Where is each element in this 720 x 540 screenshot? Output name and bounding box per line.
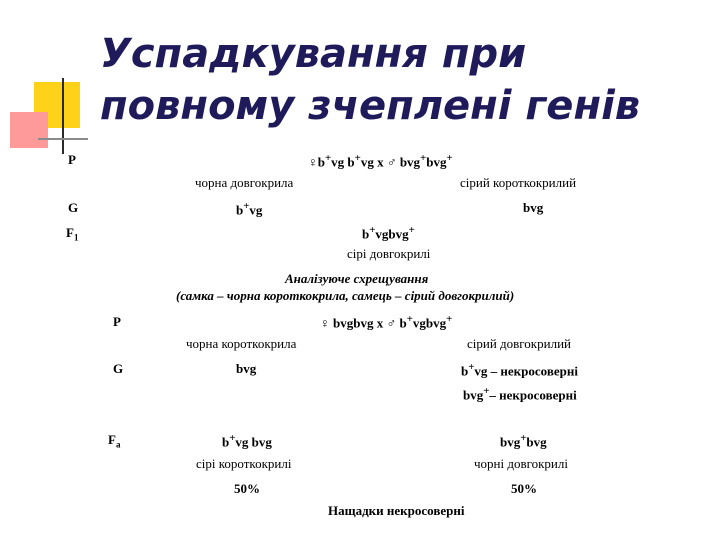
fa-phenotype-left: сірі короткокрилі	[196, 456, 292, 471]
fa-percent-right: 50%	[511, 481, 537, 496]
analysis-cross: ♀ bvgbvg x ♂ b+vgbvg+	[320, 313, 453, 331]
slide-title-line2: повному зчеплені генів	[100, 83, 641, 129]
parent-cross: ♀b+vg b+vg x ♂ bvg+bvg+	[308, 152, 453, 170]
analysis-subheading: (самка – чорна короткокрила, самець – сірий довгокрилий)	[176, 288, 515, 303]
phenotype-female-1: чорна довгокрила	[195, 175, 294, 190]
row-label-g2: G	[113, 361, 124, 376]
fa-phenotype-right: чорні довгокрилі	[474, 456, 568, 471]
fa-genotype-left: b+vg bvg	[222, 432, 272, 450]
decor-vertical-line	[62, 78, 64, 154]
row-label-f1: $F_1$	[66, 225, 79, 243]
row-label-p2: P	[113, 314, 121, 329]
gamete-female-2: bvg	[236, 361, 257, 376]
fa-genotype-right: bvg+bvg	[500, 432, 547, 450]
phenotype-female-2: чорна короткокрила	[186, 336, 297, 351]
fa-percent-left: 50%	[234, 481, 260, 496]
gamete-male-1: bvg	[523, 200, 544, 215]
footer-note: Нащадки некросоверні	[328, 503, 465, 518]
row-label-fa: $F_a$	[108, 432, 121, 450]
f1-phenotype: сірі довгокрилі	[347, 246, 431, 261]
f1-genotype: b+vgbvg+	[362, 224, 415, 242]
row-label-p: P	[68, 152, 76, 167]
analysis-heading: Аналізуюче схрещування	[285, 271, 429, 286]
gamete-male-2b: bvg+– некросоверні	[463, 385, 577, 403]
row-label-g: G	[68, 200, 79, 215]
slide-title-line1: Успадкування при	[100, 31, 527, 77]
gamete-female-1: b+vg	[236, 200, 263, 218]
decor-horizontal-line	[38, 138, 88, 140]
gamete-male-2a: b+vg – некросоверні	[461, 361, 578, 379]
decor-red-square	[10, 112, 48, 148]
phenotype-male-2: сірий довгокрилий	[467, 336, 571, 351]
phenotype-male-1: сірий короткокрилий	[460, 175, 577, 190]
